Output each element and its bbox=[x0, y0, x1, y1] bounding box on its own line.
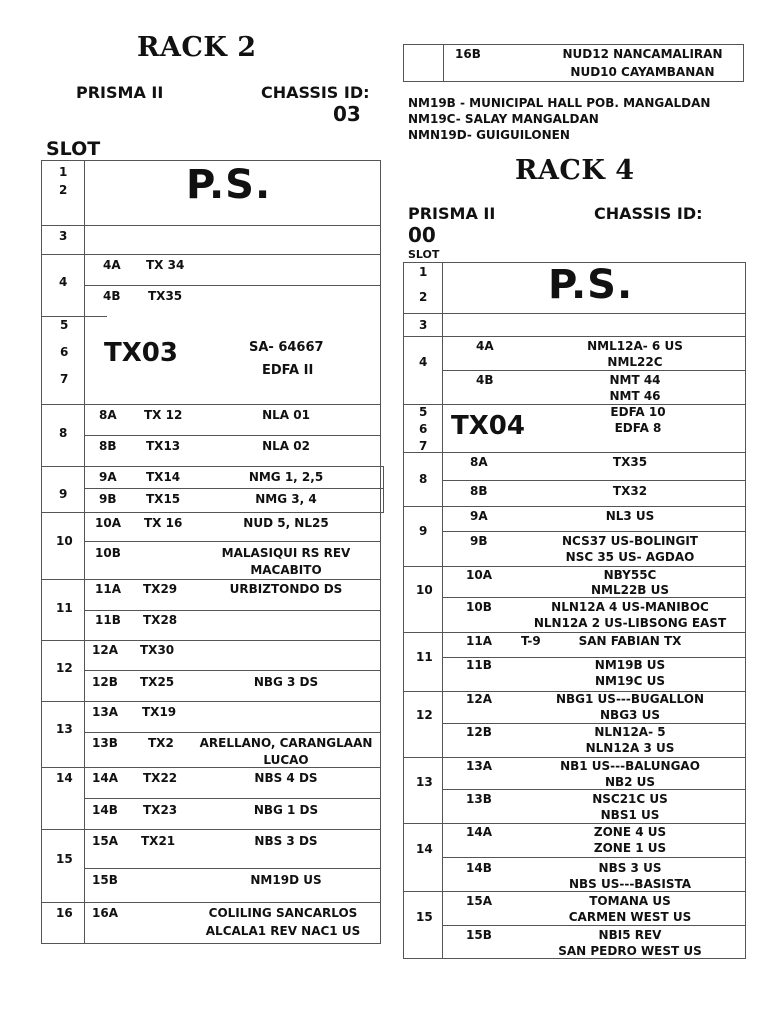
rack2-13b-tx: TX2 bbox=[148, 736, 174, 750]
rack4-slot-6: 6 bbox=[419, 422, 428, 436]
rack2-12a-tx: TX30 bbox=[140, 643, 175, 657]
rack4-4a-desc-1: NML12A- 6 US bbox=[587, 339, 683, 353]
rack2-15b-desc: NM19D US bbox=[250, 873, 322, 887]
rack4-ps: P.S. bbox=[548, 262, 634, 308]
rack2-10a-desc: NUD 5, NL25 bbox=[243, 516, 329, 530]
rack2-ps: P.S. bbox=[186, 162, 272, 208]
rack4-4a-desc-2: NML22C bbox=[607, 355, 663, 369]
rack2-15a-tx: TX21 bbox=[141, 834, 176, 848]
rack2-13b-desc-1: ARELLANO, CARANGLAAN bbox=[199, 736, 373, 750]
rack4-slot-14: 14 bbox=[416, 842, 433, 856]
rack4-14a-desc-1: ZONE 4 US bbox=[593, 825, 667, 839]
rack2-model: PRISMA II bbox=[76, 83, 164, 102]
rack4-10a-port: 10A bbox=[466, 568, 492, 582]
rack2-10a-tx: TX 16 bbox=[144, 516, 183, 530]
rack4-10b-port: 10B bbox=[466, 600, 492, 614]
rack4-11b-desc-1: NM19B US bbox=[594, 658, 666, 672]
rack4-slot-10: 10 bbox=[416, 583, 433, 597]
rack4-slot-4: 4 bbox=[419, 355, 428, 369]
rack4-model: PRISMA II bbox=[408, 204, 496, 223]
rack4-slot-15: 15 bbox=[416, 910, 433, 924]
rack2-11a-desc: URBIZTONDO DS bbox=[229, 582, 343, 596]
rack4-15b-desc-2: SAN PEDRO WEST US bbox=[558, 944, 702, 958]
rack4-slot-2: 2 bbox=[419, 290, 428, 304]
rack4-11a-port: 11A bbox=[466, 634, 492, 648]
rack2-9a-port: 9A bbox=[99, 470, 117, 484]
rack2-11a-tx: TX29 bbox=[143, 582, 178, 596]
rack2-16a-desc-2: ALCALA1 REV NAC1 US bbox=[205, 924, 361, 938]
rack4-14b-port: 14B bbox=[466, 861, 492, 875]
rack4-14b-desc-1: NBS 3 US bbox=[598, 861, 662, 875]
rack4-slot-3: 3 bbox=[419, 318, 428, 332]
rack4-slot-1: 1 bbox=[419, 265, 428, 279]
rack2-slot-9: 9 bbox=[59, 487, 68, 501]
rack4-title: RACK 4 bbox=[515, 155, 635, 186]
rack4-12b-port: 12B bbox=[466, 725, 492, 739]
rack2-8b-desc: NLA 02 bbox=[262, 439, 310, 453]
rack4-8a-desc: TX35 bbox=[612, 455, 648, 469]
rack4-12a-port: 12A bbox=[466, 692, 492, 706]
rack2-slot-13: 13 bbox=[56, 722, 73, 736]
rack2-slot-15: 15 bbox=[56, 852, 73, 866]
rack2-9a-tx: TX14 bbox=[146, 470, 181, 484]
rack2-12b-desc: NBG 3 DS bbox=[253, 675, 319, 689]
rack4-13a-desc-2: NB2 US bbox=[604, 775, 656, 789]
rack2-tx-note-1: SA- 64667 bbox=[249, 340, 324, 355]
rack4-slot-7: 7 bbox=[419, 439, 428, 453]
rack2-slot-12: 12 bbox=[56, 661, 73, 675]
rack4-slot-9: 9 bbox=[419, 524, 428, 538]
rack4-12b-desc-2: NLN12A 3 US bbox=[585, 741, 675, 755]
rack2-4a-tx: TX 34 bbox=[146, 258, 185, 272]
rack2-title: RACK 2 bbox=[137, 32, 257, 63]
rack2-slot-6: 6 bbox=[60, 345, 69, 359]
note-3: NMN19D- GUIGUILONEN bbox=[408, 128, 570, 142]
slot-16b-desc-2: NUD10 CAYAMBANAN bbox=[570, 65, 715, 79]
rack4-10a-desc-1: NBY55C bbox=[603, 568, 657, 582]
rack2-9a-desc: NMG 1, 2,5 bbox=[248, 470, 324, 484]
rack4-12b-desc-1: NLN12A- 5 bbox=[594, 725, 666, 739]
rack4-4b-desc-1: NMT 44 bbox=[609, 373, 661, 387]
rack4-12a-desc-2: NBG3 US bbox=[600, 708, 660, 722]
rack2-12b-tx: TX25 bbox=[140, 675, 175, 689]
rack2-tx-note-2: EDFA II bbox=[262, 363, 314, 378]
rack2-slot-5: 5 bbox=[60, 318, 69, 332]
note-2: NM19C- SALAY MANGALDAN bbox=[408, 112, 599, 126]
rack4-slot-11: 11 bbox=[416, 650, 433, 664]
note-1: NM19B - MUNICIPAL HALL POB. MANGALDAN bbox=[408, 96, 711, 110]
rack2-16a-desc-1: COLILING SANCARLOS bbox=[208, 906, 358, 920]
rack2-11b-port: 11B bbox=[95, 613, 121, 627]
rack2-12a-port: 12A bbox=[92, 643, 118, 657]
rack2-4b-port: 4B bbox=[103, 289, 121, 303]
rack2-8b-tx: TX13 bbox=[146, 439, 181, 453]
rack4-tx-note-2: EDFA 8 bbox=[614, 421, 662, 435]
rack4-tx04: TX04 bbox=[451, 411, 525, 441]
rack4-slot-label: SLOT bbox=[408, 248, 440, 261]
rack2-9b-desc: NMG 3, 4 bbox=[255, 492, 317, 506]
rack4-15a-port: 15A bbox=[466, 894, 492, 908]
rack4-slot-8: 8 bbox=[419, 472, 428, 486]
rack4-9a-port: 9A bbox=[470, 509, 488, 523]
rack4-9a-desc: NL3 US bbox=[605, 509, 655, 523]
rack4-14a-desc-2: ZONE 1 US bbox=[593, 841, 667, 855]
rack2-9b-tx: TX15 bbox=[146, 492, 181, 506]
rack2-15a-desc: NBS 3 DS bbox=[254, 834, 318, 848]
rack2-13a-tx: TX19 bbox=[142, 705, 177, 719]
rack4-slot-13: 13 bbox=[416, 775, 433, 789]
rack2-slot-7: 7 bbox=[60, 372, 69, 386]
rack2-15a-port: 15A bbox=[92, 834, 118, 848]
rack4-4a-port: 4A bbox=[476, 339, 494, 353]
rack4-11b-desc-2: NM19C US bbox=[594, 674, 666, 688]
rack2-slot-14: 14 bbox=[56, 771, 73, 785]
rack2-14b-port: 14B bbox=[92, 803, 118, 817]
rack4-8b-port: 8B bbox=[470, 484, 488, 498]
rack2-9b-port: 9B bbox=[99, 492, 117, 506]
rack4-9b-desc-1: NCS37 US-BOLINGIT bbox=[562, 534, 698, 548]
rack4-9b-desc-2: NSC 35 US- AGDAO bbox=[565, 550, 695, 564]
rack2-slot-10: 10 bbox=[56, 534, 73, 548]
rack2-slot-4: 4 bbox=[59, 275, 68, 289]
rack2-4b-tx: TX35 bbox=[148, 289, 183, 303]
rack2-10a-port: 10A bbox=[95, 516, 121, 530]
rack4-13b-desc-1: NSC21C US bbox=[592, 792, 668, 806]
rack4-4b-desc-2: NMT 46 bbox=[609, 389, 661, 403]
rack4-chassis-label: CHASSIS ID: bbox=[594, 204, 703, 223]
rack4-chassis-id: 00 bbox=[408, 223, 436, 247]
rack2-11b-tx: TX28 bbox=[143, 613, 178, 627]
rack4-14a-port: 14A bbox=[466, 825, 492, 839]
rack2-13a-port: 13A bbox=[92, 705, 118, 719]
rack2-8b-port: 8B bbox=[99, 439, 117, 453]
rack4-10b-desc-1: NLN12A 4 US-MANIBOC bbox=[551, 600, 709, 614]
rack4-11a-desc: SAN FABIAN TX bbox=[578, 634, 682, 648]
rack2-14a-tx: TX22 bbox=[143, 771, 178, 785]
rack4-12a-desc-1: NBG1 US---BUGALLON bbox=[555, 692, 705, 706]
rack2-tx03: TX03 bbox=[104, 338, 178, 368]
slot-16b-port: 16B bbox=[455, 47, 481, 61]
rack2-15b-port: 15B bbox=[92, 873, 118, 887]
rack2-14a-port: 14A bbox=[92, 771, 118, 785]
rack2-slot-8: 8 bbox=[59, 426, 68, 440]
rack2-11a-port: 11A bbox=[95, 582, 121, 596]
rack4-15a-desc-1: TOMANA US bbox=[589, 894, 671, 908]
rack2-4a-port: 4A bbox=[103, 258, 121, 272]
rack4-15a-desc-2: CARMEN WEST US bbox=[568, 910, 692, 924]
rack4-15b-port: 15B bbox=[466, 928, 492, 942]
rack2-10b-desc-1: MALASIQUI RS REV bbox=[221, 546, 351, 560]
rack2-14b-tx: TX23 bbox=[143, 803, 178, 817]
rack2-slot-16: 16 bbox=[56, 906, 73, 920]
rack4-14b-desc-2: NBS US---BASISTA bbox=[568, 877, 692, 891]
rack2-10b-port: 10B bbox=[95, 546, 121, 560]
rack4-11a-tx: T-9 bbox=[521, 634, 541, 648]
rack2-14b-desc: NBG 1 DS bbox=[253, 803, 319, 817]
rack2-13b-port: 13B bbox=[92, 736, 118, 750]
rack4-13b-port: 13B bbox=[466, 792, 492, 806]
rack4-11b-port: 11B bbox=[466, 658, 492, 672]
rack4-13a-desc-1: NB1 US---BALUNGAO bbox=[560, 759, 700, 773]
rack4-15b-desc-1: NBI5 REV bbox=[598, 928, 662, 942]
rack2-8a-tx: TX 12 bbox=[144, 408, 183, 422]
rack2-slot-3: 3 bbox=[59, 229, 68, 243]
rack4-13a-port: 13A bbox=[466, 759, 492, 773]
rack2-slot-11: 11 bbox=[56, 601, 73, 615]
rack4-4b-port: 4B bbox=[476, 373, 494, 387]
rack2-12b-port: 12B bbox=[92, 675, 118, 689]
rack2-10b-desc-2: MACABITO bbox=[250, 563, 322, 577]
rack2-slot-1: 1 bbox=[59, 165, 68, 179]
rack2-14a-desc: NBS 4 DS bbox=[254, 771, 318, 785]
rack2-16a-port: 16A bbox=[92, 906, 118, 920]
rack2-slot-2: 2 bbox=[59, 183, 68, 197]
slot-16b-desc-1: NUD12 NANCAMALIRAN bbox=[562, 47, 723, 61]
rack4-13b-desc-2: NBS1 US bbox=[600, 808, 660, 822]
rack2-8a-port: 8A bbox=[99, 408, 117, 422]
rack4-9b-port: 9B bbox=[470, 534, 488, 548]
rack2-chassis-label: CHASSIS ID: bbox=[261, 83, 370, 102]
rack4-10a-desc-2: NML22B US bbox=[590, 583, 670, 597]
rack4-slot-12: 12 bbox=[416, 708, 433, 722]
rack2-chassis-id: 03 bbox=[333, 102, 361, 126]
rack4-8b-desc: TX32 bbox=[612, 484, 648, 498]
rack4-tx-note-1: EDFA 10 bbox=[610, 405, 666, 419]
rack4-10b-desc-2: NLN12A 2 US-LIBSONG EAST bbox=[533, 616, 727, 630]
rack2-8a-desc: NLA 01 bbox=[262, 408, 310, 422]
rack2-slot-label: SLOT bbox=[46, 138, 101, 160]
rack2-13b-desc-2: LUCAO bbox=[263, 753, 309, 767]
rack4-8a-port: 8A bbox=[470, 455, 488, 469]
rack4-slot-5: 5 bbox=[419, 405, 428, 419]
